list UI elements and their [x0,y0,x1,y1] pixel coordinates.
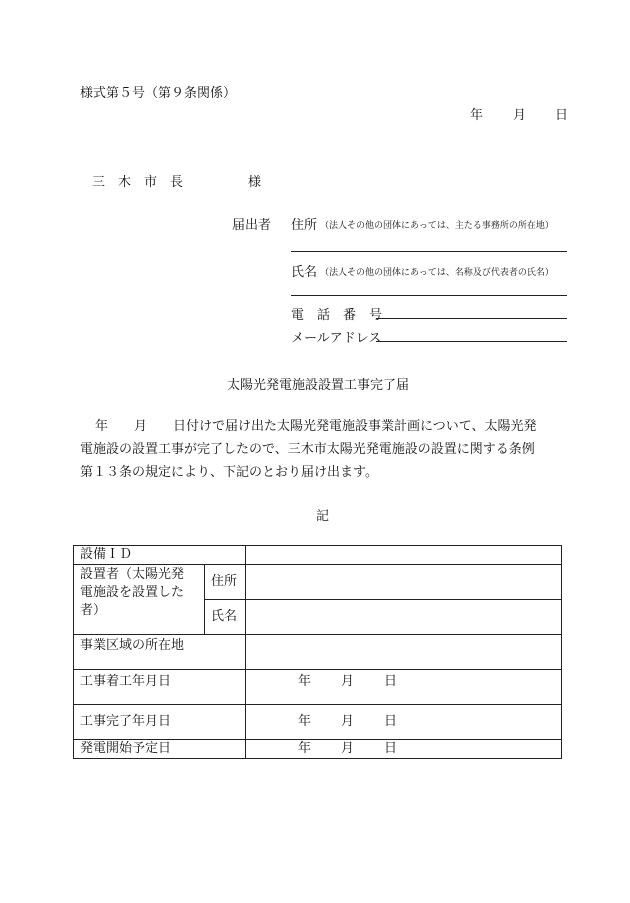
address-note: （法人その他の団体にあっては、主たる事務所の所在地） [320,221,554,231]
construction-start-value[interactable] [246,670,562,705]
body-line-2: 電施設の設置工事が完了したので、三木市太陽光発電施設の設置に関する条例 [80,442,535,457]
gen-year: 年 [298,741,312,756]
phone-label: 電 話 番 号 [291,308,383,323]
construction-complete-label: 工事完了年月日 [74,705,246,740]
address-line [291,251,567,252]
email-label: メールアドレス [291,331,382,346]
name-label: 氏名 [291,265,318,280]
address-label: 住所 [291,218,318,233]
complete-month: 月 [341,714,355,729]
construction-start-label: 工事着工年月日 [74,670,246,705]
ki-heading: 記 [316,509,330,524]
start-month: 月 [341,674,355,689]
installer-label-line-2: 電施設を設置した [80,585,185,600]
form-number: 様式第５号（第９条関係） [80,86,237,101]
body-line-1: 年 月 日付けで届け出た太陽光発電施設事業計画について、太陽光発 [95,419,537,434]
phone-line [376,318,567,319]
generation-start-label: 発電開始予定日 [74,740,246,759]
location-value[interactable] [246,635,562,670]
installer-name-label: 氏名 [205,600,246,635]
addressee-name: 三 木 市 長 [92,175,184,190]
name-note: （法人その他の団体にあっては、名称及び代表者の氏名） [320,268,554,278]
installer-label-line-1: 設置者（太陽光発 [80,567,185,582]
details-table [73,545,562,759]
installer-address-label: 住所 [205,565,246,600]
document-title: 太陽光発電施設設置工事完了届 [227,378,410,393]
date-month: 月 [513,108,527,123]
body-line-3: 第１３条の規定により、下記のとおり届け出ます。 [80,465,378,480]
installer-label [74,565,205,635]
addressee-honorific: 様 [248,175,262,190]
construction-complete-value[interactable] [246,705,562,740]
date-day: 日 [555,108,569,123]
generation-start-value[interactable] [246,740,562,759]
installer-name-value[interactable] [246,600,562,635]
complete-day: 日 [384,714,398,729]
start-year: 年 [298,674,312,689]
email-line [376,341,567,342]
start-day: 日 [384,674,398,689]
gen-month: 月 [341,741,355,756]
complete-year: 年 [298,714,312,729]
name-line [291,295,567,296]
gen-day: 日 [384,741,398,756]
location-label: 事業区域の所在地 [74,635,246,670]
installer-address-value[interactable] [246,565,562,600]
facility-id-value[interactable] [246,546,562,565]
facility-id-label: 設備ＩＤ [74,546,246,565]
notifier-label: 届出者 [232,218,272,233]
date-year: 年 [470,108,484,123]
installer-label-line-3: 者） [80,603,107,618]
